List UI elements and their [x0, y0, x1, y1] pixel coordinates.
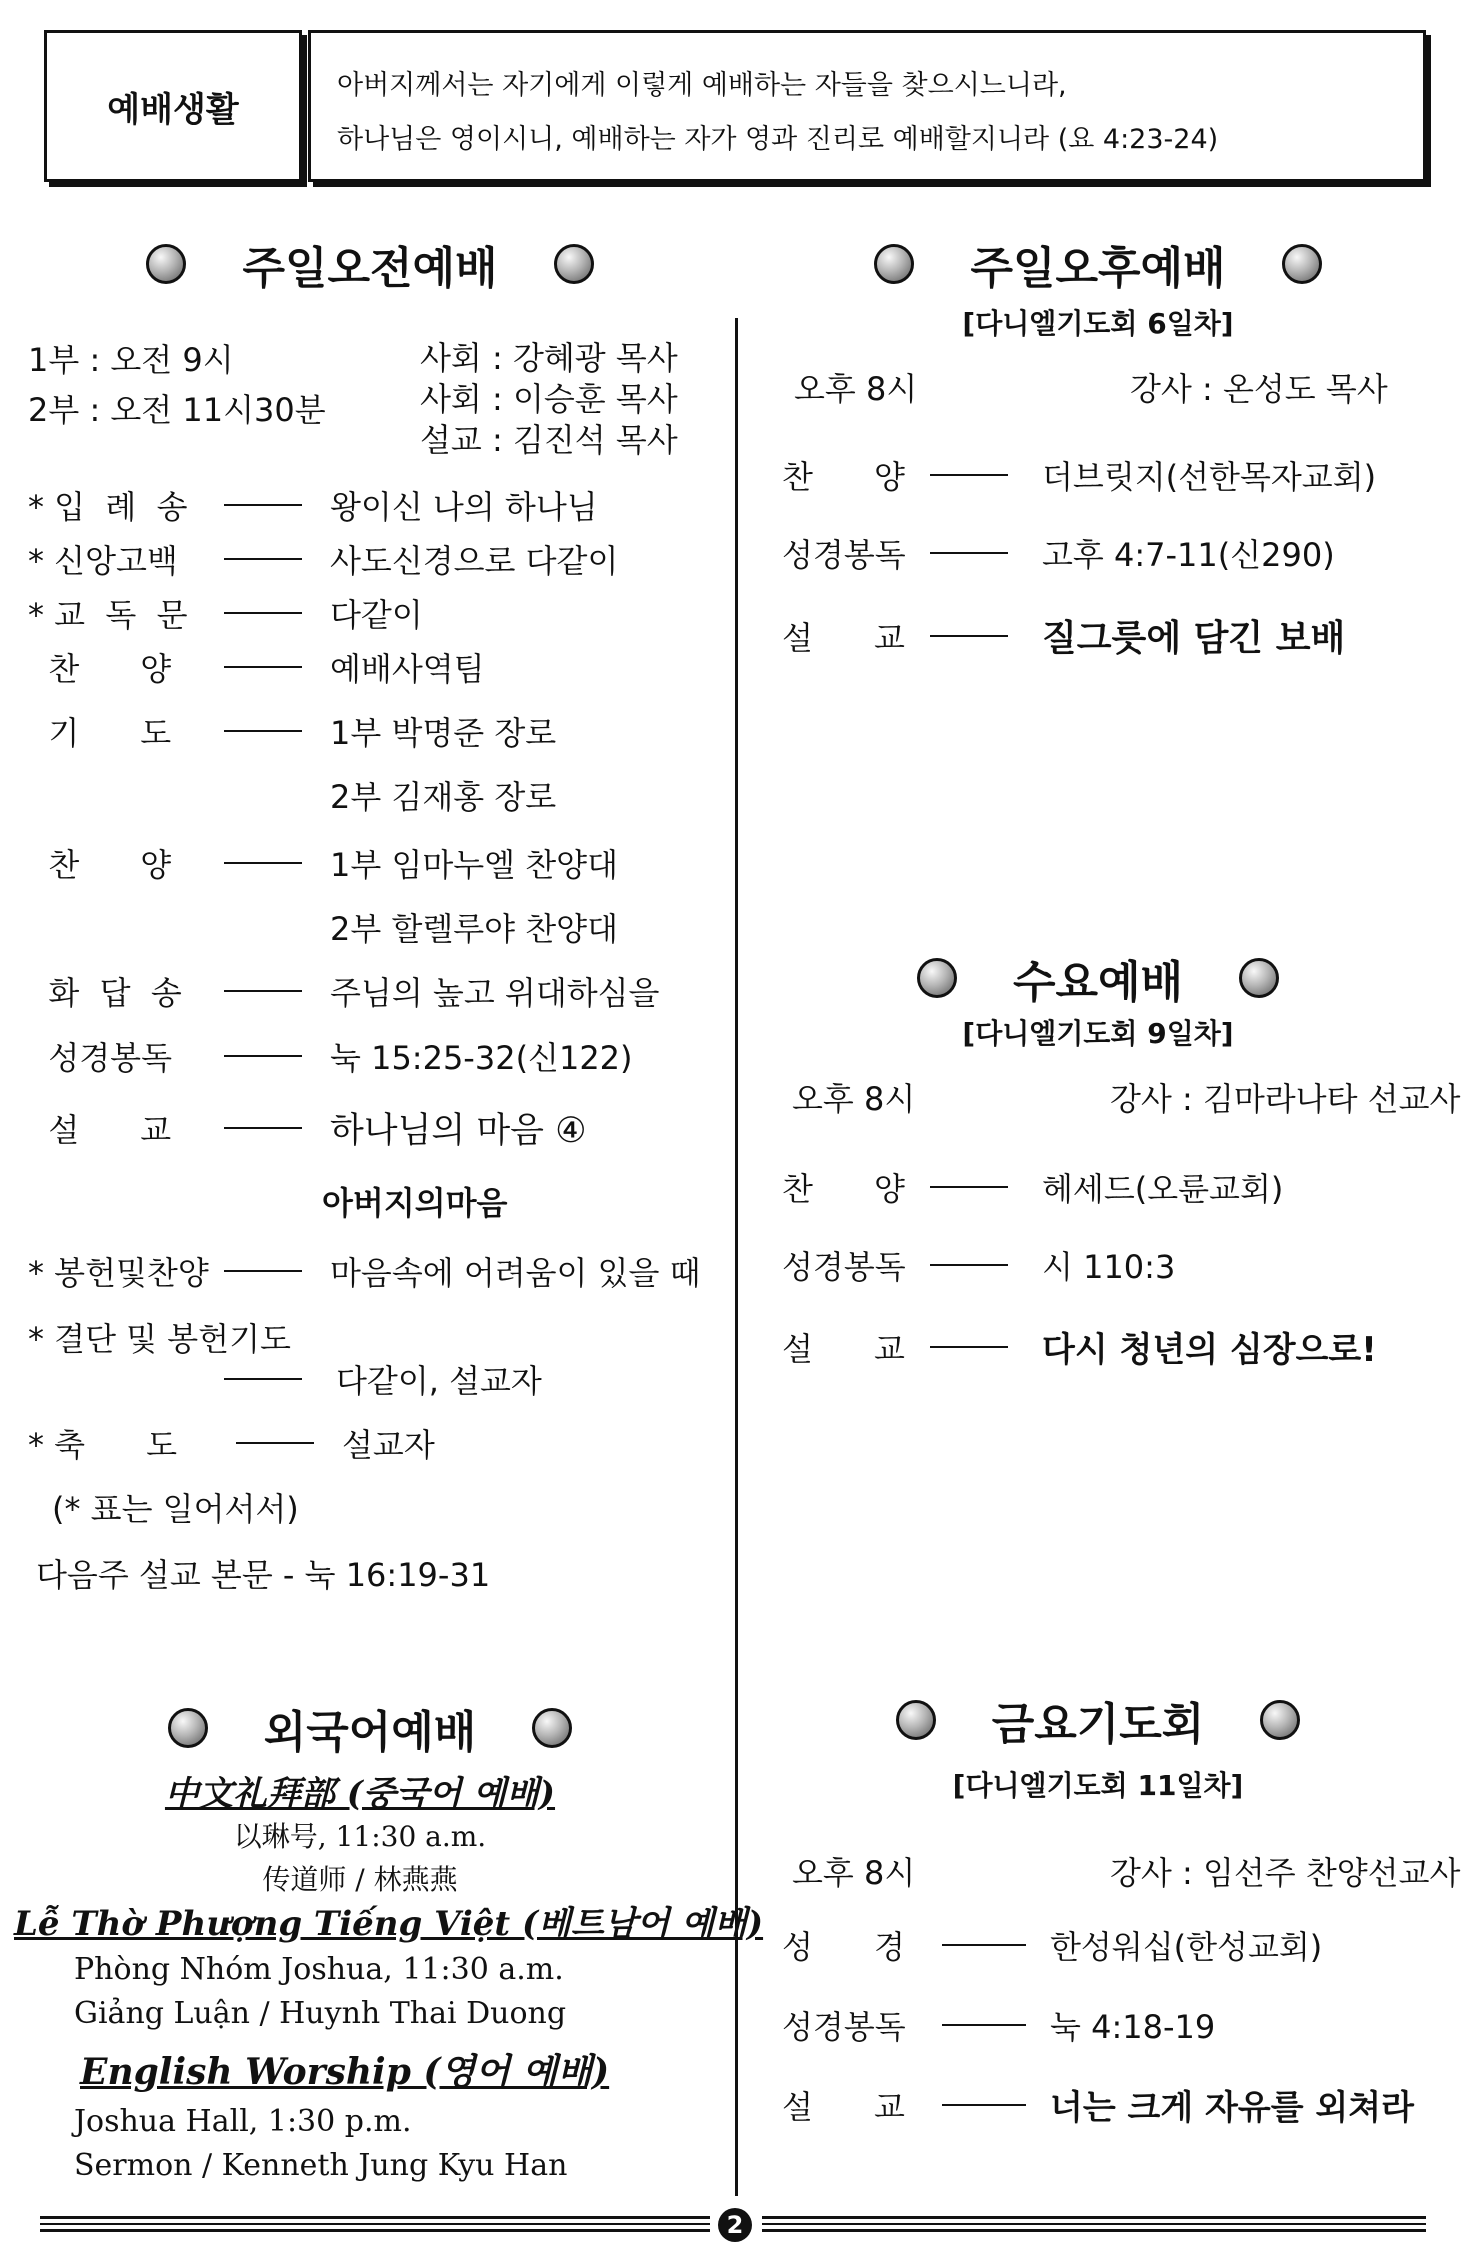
- friday-heading: [760, 1688, 1436, 1752]
- standing-note: (* 표는 일어서서): [52, 1490, 299, 1528]
- order-item: [782, 1922, 1322, 1968]
- bullet-dot-icon: [1239, 958, 1279, 998]
- sermon-subtitle: 아버지의마음: [322, 1184, 508, 1222]
- order-label: 성경봉독: [782, 536, 906, 574]
- resolve-label: * 결단 및 봉헌기도: [28, 1320, 291, 1358]
- footer-rule-left: [40, 2216, 710, 2232]
- order-label: 찬 양: [28, 846, 172, 884]
- verse-box: [308, 30, 1426, 182]
- bullet-dot-icon: [874, 244, 914, 284]
- order-value: 너는 크게 자유를 외쳐라: [1050, 2088, 1414, 2128]
- next-week-text: 다음주 설교 본문 - 눅 16:19-31: [36, 1556, 491, 1594]
- friday-subtitle: [다니엘기도회 11일차]: [952, 1769, 1244, 1802]
- order-value: 2부 할렐루야 찬양대: [330, 910, 618, 948]
- friday-title: 금요기도회: [991, 1699, 1205, 1750]
- order-value: 하나님의 마음 ④: [330, 1111, 587, 1151]
- order-label: 성 경: [782, 1928, 905, 1966]
- vietnamese-line-2: Giảng Luận / Huynh Thai Duong: [74, 1996, 567, 2031]
- leader-2: 사회 : 이승훈 목사: [420, 380, 678, 418]
- wednesday-time: 오후 8시: [792, 1080, 916, 1118]
- verse-line-1: 아버지께서는 자기에게 이렇게 예배하는 자들을 찾으시느니라,: [337, 70, 1067, 101]
- order-value: 고후 4:7-11(신290): [1042, 536, 1335, 574]
- order-value: 다같이: [330, 596, 423, 634]
- leader-1: 사회 : 강혜광 목사: [420, 339, 678, 377]
- wednesday-subtitle: [다니엘기도회 9일차]: [962, 1017, 1234, 1050]
- order-item: [28, 1103, 587, 1153]
- order-item: [28, 904, 618, 950]
- section-label-box: [44, 30, 302, 182]
- order-item: [28, 1248, 701, 1294]
- vietnamese-title: Lễ Thờ Phượng Tiếng Việt (베트남어 예배): [14, 1904, 764, 1944]
- order-label: 화 답 송: [28, 974, 182, 1012]
- order-label: 설 교: [28, 1111, 172, 1149]
- order-item: [782, 530, 1335, 576]
- order-label: 찬 양: [28, 650, 172, 688]
- order-label: 찬 양: [782, 458, 905, 496]
- order-value: 2부 김재홍 장로: [330, 778, 557, 816]
- order-item: [782, 2002, 1215, 2048]
- order-value: 시 110:3: [1042, 1248, 1176, 1286]
- english-line-2: Sermon / Kenneth Jung Kyu Han: [74, 2148, 568, 2183]
- vietnamese-line-1: Phòng Nhóm Joshua, 11:30 a.m.: [74, 1952, 564, 1987]
- order-label: * 교 독 문: [28, 596, 188, 634]
- order-item: [28, 840, 618, 886]
- page-number: 2: [718, 2208, 752, 2242]
- verse-line-2: 하나님은 영이시니, 예배하는 자가 영과 진리로 예배할지니라 (요 4:23-24): [337, 124, 1219, 155]
- order-item: [28, 536, 618, 582]
- order-value: 예배사역팀: [330, 650, 485, 688]
- order-value: 사도신경으로 다같이: [330, 542, 619, 580]
- service-time-2: 2부 : 오전 11시30분: [28, 391, 326, 429]
- order-item: [28, 590, 423, 636]
- order-label: 찬 양: [782, 1170, 905, 1208]
- order-value: 헤세드(오륜교회): [1042, 1170, 1284, 1208]
- order-value: 왕이신 나의 하나님: [330, 488, 598, 526]
- order-value: 한성워십(한성교회): [1050, 1928, 1323, 1966]
- preacher: 설교 : 김진석 목사: [420, 421, 678, 459]
- chinese-title: 中文礼拜部 (중국어 예배): [164, 1774, 556, 1814]
- order-label: 기 도: [28, 714, 172, 752]
- friday-time: 오후 8시: [792, 1854, 916, 1892]
- friday-speaker: 강사 : 임선주 찬양선교사: [1110, 1854, 1461, 1892]
- order-item: [28, 708, 556, 754]
- bullet-dot-icon: [168, 1708, 208, 1748]
- sunday-am-heading: [40, 232, 700, 296]
- order-value: 눅 15:25-32(신122): [330, 1039, 633, 1077]
- order-value: 다시 청년의 심장으로!: [1042, 1330, 1377, 1370]
- bullet-dot-icon: [554, 244, 594, 284]
- order-label: * 봉헌및찬양: [28, 1254, 209, 1292]
- order-item: [782, 610, 1345, 661]
- order-label: 성경봉독: [782, 1248, 906, 1286]
- order-item: [28, 482, 598, 528]
- order-item: [782, 1164, 1283, 1210]
- bullet-dot-icon: [146, 244, 186, 284]
- order-value: 다같이, 설교자: [336, 1362, 542, 1400]
- order-value: 1부 임마누엘 찬양대: [330, 846, 618, 884]
- order-item: [782, 1242, 1175, 1288]
- order-item: [28, 968, 659, 1014]
- order-label: 설 교: [782, 2087, 905, 2126]
- order-value: 질그릇에 담긴 보배: [1042, 618, 1346, 659]
- order-item: [224, 1356, 542, 1402]
- bullet-dot-icon: [917, 958, 957, 998]
- bullet-dot-icon: [532, 1708, 572, 1748]
- english-title: English Worship (영어 예배): [80, 2051, 610, 2093]
- order-item: [782, 1322, 1377, 1371]
- order-value: 더브릿지(선한목자교회): [1042, 458, 1377, 496]
- foreign-title: 외국어예배: [263, 1707, 477, 1758]
- sunday-pm-heading: [760, 232, 1436, 296]
- order-item: [28, 1420, 435, 1466]
- sunday-pm-title: 주일오후예배: [970, 243, 1226, 294]
- order-value: 설교자: [342, 1426, 435, 1464]
- order-item: [782, 2080, 1414, 2129]
- order-label: 설 교: [782, 618, 905, 657]
- wednesday-heading: [760, 946, 1436, 1010]
- order-label: * 축 도: [28, 1426, 178, 1464]
- sunday-am-title: 주일오전예배: [242, 243, 498, 294]
- order-value: 주님의 높고 위대하심을: [330, 974, 660, 1012]
- chinese-line-2: 传道师 / 林燕燕: [262, 1863, 458, 1896]
- foreign-heading: [40, 1696, 700, 1760]
- order-item: [28, 644, 485, 690]
- english-line-1: Joshua Hall, 1:30 p.m.: [74, 2104, 412, 2139]
- sunday-pm-speaker: 강사 : 온성도 목사: [1130, 370, 1388, 408]
- service-time-1: 1부 : 오전 9시: [28, 341, 234, 379]
- order-value: 마음속에 어려움이 있을 때: [330, 1254, 701, 1292]
- footer-rule-right: [762, 2216, 1426, 2232]
- order-label: 설 교: [782, 1329, 905, 1368]
- chinese-line-1: 以琳号, 11:30 a.m.: [233, 1820, 487, 1853]
- section-label: 예배생활: [107, 89, 239, 130]
- order-label: * 입 례 송: [28, 488, 188, 526]
- wednesday-title: 수요예배: [1012, 957, 1183, 1008]
- sunday-pm-subtitle: [다니엘기도회 6일차]: [962, 307, 1234, 340]
- order-item: [28, 1033, 633, 1079]
- order-label: * 신앙고백: [28, 542, 178, 580]
- sunday-pm-time: 오후 8시: [794, 370, 918, 408]
- order-label: 성경봉독: [782, 2008, 906, 2046]
- bullet-dot-icon: [1260, 1700, 1300, 1740]
- order-item: [28, 772, 556, 818]
- bullet-dot-icon: [896, 1700, 936, 1740]
- order-value: 눅 4:18-19: [1050, 2008, 1216, 2046]
- bullet-dot-icon: [1282, 244, 1322, 284]
- order-label: 성경봉독: [28, 1039, 172, 1077]
- order-value: 1부 박명준 장로: [330, 714, 557, 752]
- wednesday-speaker: 강사 : 김마라나타 선교사: [1110, 1080, 1461, 1118]
- order-item: [782, 452, 1376, 498]
